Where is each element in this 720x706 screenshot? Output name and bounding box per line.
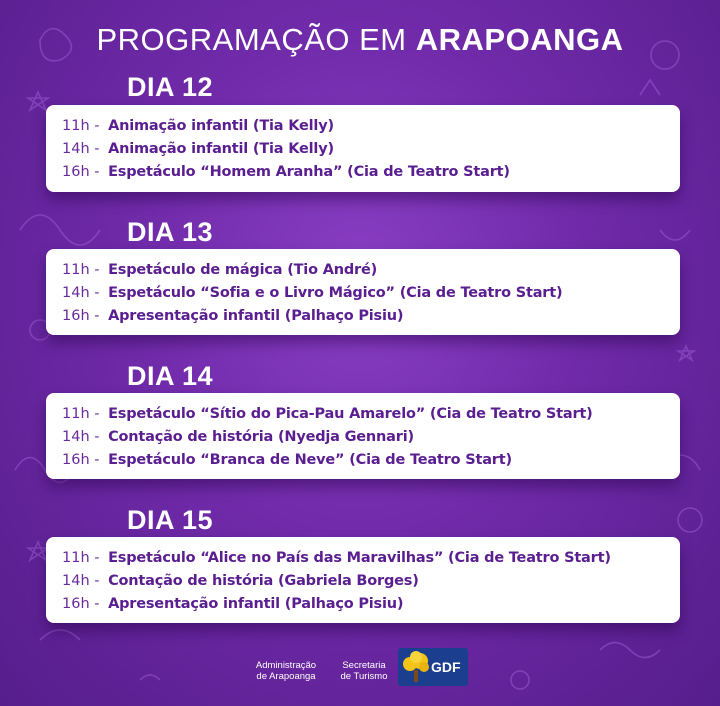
schedule-card-13 (46, 249, 680, 335)
event-time: 14h (62, 285, 90, 301)
separator: - (94, 406, 100, 422)
day-label-14: DIA 14 (127, 361, 214, 391)
list-item (62, 570, 680, 593)
event-name: Apresentação infantil (Palhaço Pisiu) (108, 308, 404, 324)
page-title (0, 22, 720, 58)
event-time: 16h (62, 452, 90, 468)
event-time: 16h (62, 596, 90, 612)
event-name: Apresentação infantil (Palhaço Pisiu) (108, 596, 404, 612)
event-name: Contação de história (Nyedja Gennari) (108, 429, 414, 445)
event-name: Espetáculo “Alice no País das Maravilhas” (Cia de Teatro Start) (108, 550, 611, 566)
event-name: Espetáculo “Sítio do Pica-Pau Amarelo” (Cia de Teatro Start) (108, 406, 593, 422)
list-item (62, 593, 680, 616)
schedule-card-15 (46, 537, 680, 623)
event-time: 16h (62, 164, 90, 180)
gdf-logo (398, 648, 468, 686)
event-time: 11h (62, 262, 90, 278)
separator: - (94, 573, 100, 589)
event-time: 14h (62, 429, 90, 445)
admin-credit (246, 660, 326, 682)
event-name: Contação de história (Gabriela Borges) (108, 573, 419, 589)
event-time: 14h (62, 141, 90, 157)
event-time: 14h (62, 573, 90, 589)
list-item (62, 282, 680, 305)
list-item (62, 259, 680, 282)
separator: - (94, 452, 100, 468)
tree-icon (400, 650, 432, 684)
separator: - (94, 118, 100, 134)
sec-line-1: Secretaria (342, 660, 386, 671)
title-prefix: PROGRAMAÇÃO EM (96, 22, 407, 57)
title-city: ARAPOANGA (415, 22, 624, 57)
event-name: Espetáculo “Sofia e o Livro Mágico” (Cia de Teatro Start) (108, 285, 563, 301)
separator: - (94, 285, 100, 301)
day-label-12: DIA 12 (127, 72, 214, 102)
separator: - (94, 164, 100, 180)
separator: - (94, 596, 100, 612)
event-time: 11h (62, 406, 90, 422)
separator: - (94, 550, 100, 566)
separator: - (94, 141, 100, 157)
admin-line-2: de Arapoanga (256, 671, 316, 682)
list-item (62, 403, 680, 426)
secretaria-credit (332, 660, 396, 682)
list-item (62, 449, 680, 472)
gdf-text: GDF (431, 659, 461, 675)
separator: - (94, 308, 100, 324)
list-item (62, 305, 680, 328)
list-item (62, 161, 680, 184)
list-item (62, 547, 680, 570)
event-time: 11h (62, 550, 90, 566)
event-name: Animação infantil (Tia Kelly) (108, 141, 334, 157)
list-item (62, 138, 680, 161)
event-name: Animação infantil (Tia Kelly) (108, 118, 334, 134)
list-item (62, 115, 680, 138)
event-name: Espetáculo “Branca de Neve” (Cia de Teatro Start) (108, 452, 512, 468)
day-label-13: DIA 13 (127, 217, 214, 247)
admin-line-1: Administração (255, 660, 317, 671)
schedule-card-14 (46, 393, 680, 479)
list-item (62, 426, 680, 449)
event-name: Espetáculo “Homem Aranha” (Cia de Teatro Start) (108, 164, 510, 180)
day-label-15: DIA 15 (127, 505, 214, 535)
sec-line-2: de Turismo (340, 671, 388, 682)
schedule-card-12 (46, 105, 680, 192)
footer (0, 648, 720, 688)
separator: - (94, 262, 100, 278)
event-name: Espetáculo de mágica (Tio André) (108, 262, 378, 278)
event-time: 16h (62, 308, 90, 324)
separator: - (94, 429, 100, 445)
event-time: 11h (62, 118, 90, 134)
